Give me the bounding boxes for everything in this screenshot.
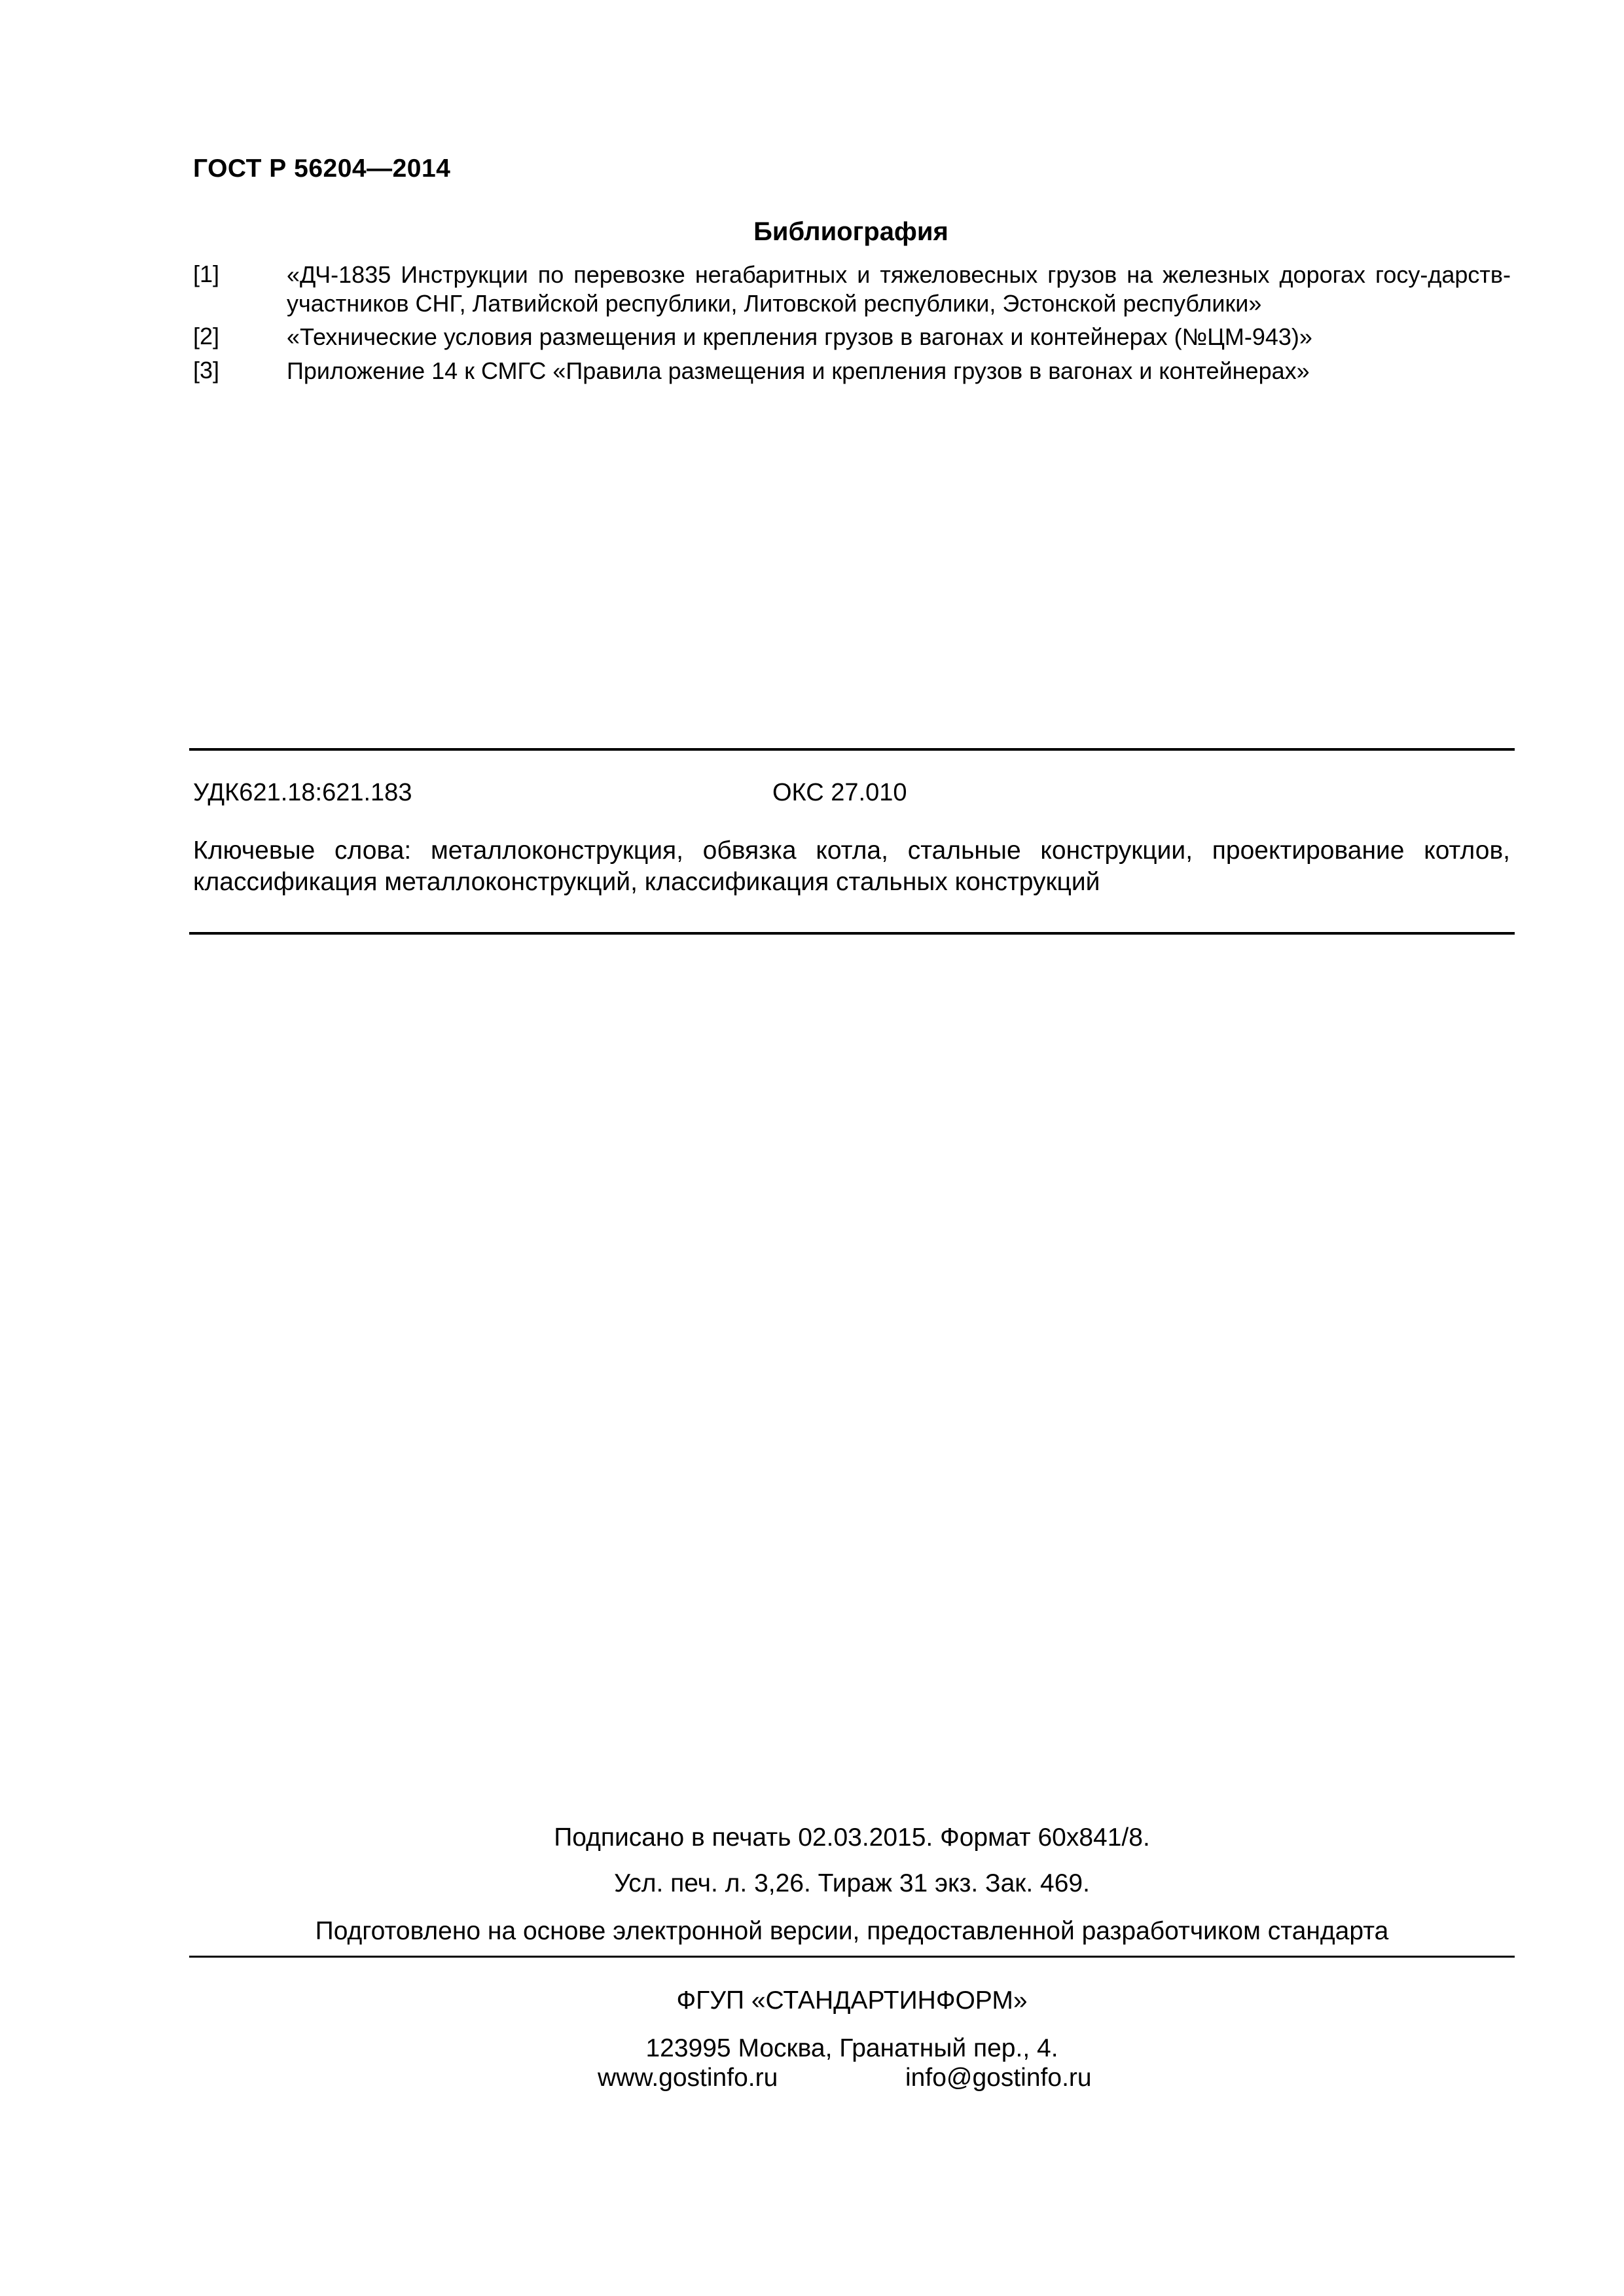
imprint-divider [189, 1956, 1515, 1958]
oks-code: ОКС 27.010 [772, 779, 907, 806]
udc-code: УДК621.18:621.183 [193, 779, 412, 806]
prepared-note: Подготовлено на основе электронной версии, предоставленной разработчиком стандарта [315, 1917, 1389, 1945]
bibliography-item-text: Приложение 14 к СМГС «Правила размещения и крепления грузов в вагонах и контейнерах» [287, 357, 1310, 384]
bibliography-item-text: «Технические условия размещения и крепления грузов в вагонах и контейнерах (№ЦМ-943)» [287, 323, 1312, 350]
bibliography-title: Библиография [753, 217, 948, 246]
publisher-address: 123995 Москва, Гранатный пер., 4. [645, 2034, 1058, 2062]
print-info: Усл. печ. л. 3,26. Тираж 31 экз. Зак. 469. [614, 1869, 1090, 1897]
top-divider [189, 748, 1515, 751]
keywords: Ключевые слова: металлоконструкция, обвязка котла, стальные конструкции, проектирование котлов, классификация металлоконструкций, классификация стальных конструкций [193, 836, 1510, 896]
document-id: ГОСТ Р 56204—2014 [193, 154, 451, 183]
bibliography-item-number: [3] [193, 357, 220, 384]
bibliography-item-number: [2] [193, 323, 220, 350]
bibliography-item-number: [1] [193, 260, 220, 287]
publisher-name: ФГУП «СТАНДАРТИНФОРМ» [676, 1986, 1028, 2015]
bibliography-item-text: «ДЧ-1835 Инструкции по перевозке негабаритных и тяжеловесных грузов на железных дорогах госу-дарств-участников СНГ, Латвийской республики, Литовской республики, Эстонской республики» [287, 261, 1511, 317]
signed-for-print: Подписано в печать 02.03.2015. Формат 60х841/8. [554, 1823, 1150, 1852]
website-link[interactable]: www.gostinfo.ru [598, 2064, 778, 2092]
middle-divider [189, 932, 1515, 935]
email-link[interactable]: info@gostinfo.ru [905, 2064, 1092, 2092]
